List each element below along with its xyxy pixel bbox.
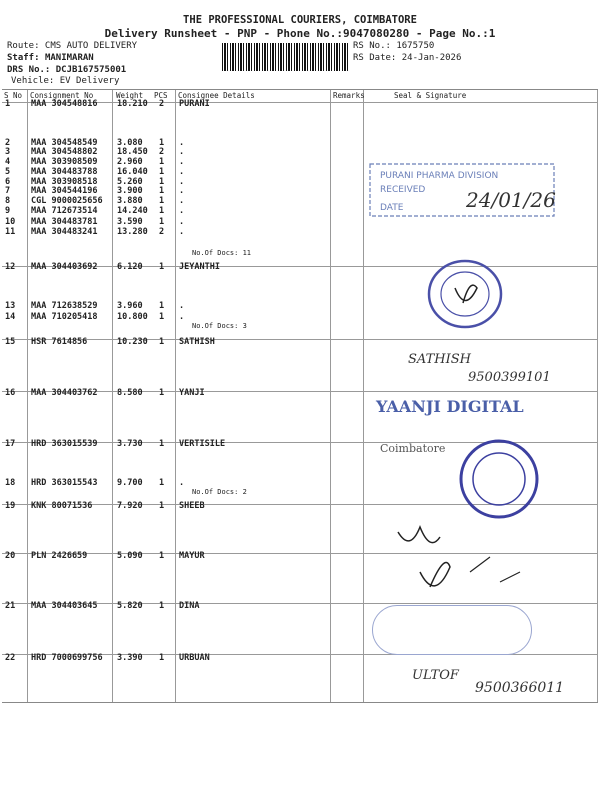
cell-pcs: 1	[159, 551, 165, 561]
cell-sno: 3	[5, 147, 11, 157]
docs-count: No.Of Docs: 2	[192, 488, 247, 496]
cell-sno: 21	[5, 601, 16, 611]
cell-cons: MAA 303908509	[31, 157, 98, 167]
sathish-name-handwriting: SATHISH	[408, 352, 471, 367]
cell-cons: MAA 304548549	[31, 138, 98, 148]
cell-wt: 5.090	[117, 551, 143, 561]
cell-pcs: 1	[159, 478, 165, 488]
col-consignee: Consignee Details	[178, 91, 255, 100]
staff	[7, 53, 94, 63]
cell-pcs: 1	[159, 388, 165, 398]
cell-name: .	[179, 147, 185, 157]
barcode	[222, 43, 350, 71]
vertisile-stamp	[456, 436, 542, 522]
cell-wt: 3.390	[117, 653, 143, 663]
cell-name: .	[179, 312, 185, 322]
route: Route: CMS AUTO DELIVERY	[7, 41, 138, 51]
cell-pcs: 1	[159, 439, 165, 449]
rs-number: RS No.: 1675750	[353, 41, 435, 51]
cell-sno: 16	[5, 388, 16, 398]
cell-cons: MAA 712638529	[31, 301, 98, 311]
cell-wt: 5.820	[117, 601, 143, 611]
cell-sno: 11	[5, 227, 16, 237]
cell-cons: KNK 80071536	[31, 501, 93, 511]
cell-pcs: 1	[159, 138, 165, 148]
cell-pcs: 1	[159, 312, 165, 322]
cell-pcs: 1	[159, 301, 165, 311]
cell-wt: 18.450	[117, 147, 148, 157]
cell-name: JEYANTHI	[179, 262, 220, 272]
cell-sno: 7	[5, 186, 11, 196]
svg-text:YAANJI DIGITAL: YAANJI DIGITAL	[376, 397, 524, 416]
cell-pcs: 1	[159, 501, 165, 511]
cell-pcs: 1	[159, 337, 165, 347]
svg-text:DATE: DATE	[380, 203, 404, 213]
cell-pcs: 1	[159, 653, 165, 663]
cell-cons: HRD 363015543	[31, 478, 98, 488]
signature-scribbles	[390, 512, 550, 602]
runsheet-subtitle: Delivery Runsheet - PNP - Phone No.:9047080280 - Page No.:1	[104, 27, 496, 40]
docs-count: No.Of Docs: 11	[192, 249, 252, 257]
cell-pcs: 1	[159, 217, 165, 227]
urbuan-name-handwriting: ULTOF	[412, 668, 459, 683]
cell-wt: 6.120	[117, 262, 143, 272]
cell-name: MAYUR	[179, 551, 205, 561]
cell-name: SATHISH	[179, 337, 215, 347]
cell-cons: HRD 363015539	[31, 439, 98, 449]
cell-cons: MAA 304548816	[31, 99, 98, 109]
staff-label: Staff:	[7, 53, 40, 63]
cell-wt: 3.590	[117, 217, 143, 227]
cell-wt: 2.960	[117, 157, 143, 167]
purani-date-handwriting: 24/01/26	[466, 188, 556, 212]
cell-cons: PLN 2426659	[31, 551, 88, 561]
cell-pcs: 2	[159, 227, 165, 237]
cell-name: YANJI	[179, 388, 205, 398]
cell-sno: 19	[5, 501, 16, 511]
cell-name: .	[179, 157, 185, 167]
rs-date: RS Date: 24-Jan-2026	[353, 53, 462, 63]
cell-sno: 20	[5, 551, 16, 561]
col-remarks: Remarks	[333, 91, 365, 100]
cell-name: DINA	[179, 601, 200, 611]
urbuan-phone-handwriting: 9500366011	[475, 680, 565, 696]
jeyanthi-stamp	[425, 258, 505, 330]
cell-sno: 9	[5, 206, 11, 216]
cell-wt: 9.700	[117, 478, 143, 488]
cell-wt: 16.040	[117, 167, 148, 177]
cell-sno: 10	[5, 217, 16, 227]
svg-text:PURANI PHARMA DIVISION: PURANI PHARMA DIVISION	[380, 171, 499, 181]
cell-name: URBUAN	[179, 653, 210, 663]
cell-sno: 18	[5, 478, 16, 488]
cell-wt: 18.210	[117, 99, 148, 109]
col-pcs: PCS	[154, 91, 168, 100]
cell-name: .	[179, 478, 185, 488]
cell-sno: 5	[5, 167, 11, 177]
row-divider	[2, 339, 598, 340]
company-title: THE PROFESSIONAL COURIERS, COIMBATORE	[183, 14, 417, 26]
cell-cons: MAA 303908518	[31, 177, 98, 187]
cell-name: VERTISILE	[179, 439, 226, 449]
cell-cons: MAA 710205418	[31, 312, 98, 322]
cell-sno: 15	[5, 337, 16, 347]
vehicle: Vehicle: EV Delivery	[11, 76, 120, 86]
col-seal-signature: Seal & Signature	[394, 91, 467, 100]
cell-wt: 13.280	[117, 227, 148, 237]
sathish-phone-handwriting: 9500399101	[468, 370, 551, 385]
cell-name: SHEEB	[179, 501, 205, 511]
cell-name: .	[179, 206, 185, 216]
cell-sno: 22	[5, 653, 16, 663]
cell-name: .	[179, 138, 185, 148]
cell-sno: 2	[5, 138, 11, 148]
col-consignment: Consignment No	[30, 91, 94, 100]
cell-wt: 10.230	[117, 337, 148, 347]
cell-name: .	[179, 186, 185, 196]
cell-cons: MAA 304403692	[31, 262, 98, 272]
cell-wt: 7.920	[117, 501, 143, 511]
cell-wt: 3.730	[117, 439, 143, 449]
cell-wt: 8.580	[117, 388, 143, 398]
cell-wt: 3.960	[117, 301, 143, 311]
cell-pcs: 1	[159, 167, 165, 177]
cell-cons: MAA 304483241	[31, 227, 98, 237]
cell-pcs: 1	[159, 206, 165, 216]
cell-sno: 17	[5, 439, 16, 449]
svg-text:Coimbatore: Coimbatore	[380, 442, 446, 455]
docs-count: No.Of Docs: 3	[192, 322, 247, 330]
cell-wt: 3.880	[117, 196, 143, 206]
cell-cons: CGL 9000025656	[31, 196, 103, 206]
svg-text:RECEIVED: RECEIVED	[380, 185, 426, 195]
staff-name: MANIMARAN	[44, 53, 94, 63]
cell-wt: 3.900	[117, 186, 143, 196]
cell-cons: MAA 304403645	[31, 601, 98, 611]
cell-pcs: 2	[159, 147, 165, 157]
cell-wt: 10.800	[117, 312, 148, 322]
cell-cons: MAA 304403762	[31, 388, 98, 398]
cell-cons: MAA 304544196	[31, 186, 98, 196]
cell-wt: 5.260	[117, 177, 143, 187]
cell-pcs: 1	[159, 601, 165, 611]
cell-pcs: 1	[159, 196, 165, 206]
cell-name: .	[179, 301, 185, 311]
cell-sno: 14	[5, 312, 16, 322]
cell-name: .	[179, 167, 185, 177]
drs-no: DRS No.: DCJB167575001	[7, 65, 127, 75]
cell-pcs: 2	[159, 99, 165, 109]
cell-wt: 14.240	[117, 206, 148, 216]
cell-sno: 6	[5, 177, 11, 187]
cell-sno: 1	[5, 99, 11, 109]
cell-sno: 8	[5, 196, 11, 206]
cell-pcs: 1	[159, 262, 165, 272]
cell-cons: MAA 304483781	[31, 217, 98, 227]
cell-name: .	[179, 196, 185, 206]
cell-name: PURANI	[179, 99, 210, 109]
cell-pcs: 1	[159, 177, 165, 187]
cell-name: .	[179, 177, 185, 187]
cell-sno: 4	[5, 157, 11, 167]
cell-pcs: 1	[159, 186, 165, 196]
cell-cons: MAA 304483788	[31, 167, 98, 177]
cell-wt: 3.080	[117, 138, 143, 148]
cell-sno: 12	[5, 262, 16, 272]
cell-pcs: 1	[159, 157, 165, 167]
cell-cons: HSR 7614856	[31, 337, 88, 347]
col-sno: S No	[4, 91, 23, 100]
cell-name: .	[179, 227, 185, 237]
dina-stamp	[372, 605, 532, 655]
cell-cons: MAA 712673514	[31, 206, 98, 216]
col-weight: Weight	[116, 91, 144, 100]
cell-cons: HRD 7000699756	[31, 653, 103, 663]
cell-name: .	[179, 217, 185, 227]
cell-sno: 13	[5, 301, 16, 311]
cell-cons: MAA 304548802	[31, 147, 98, 157]
